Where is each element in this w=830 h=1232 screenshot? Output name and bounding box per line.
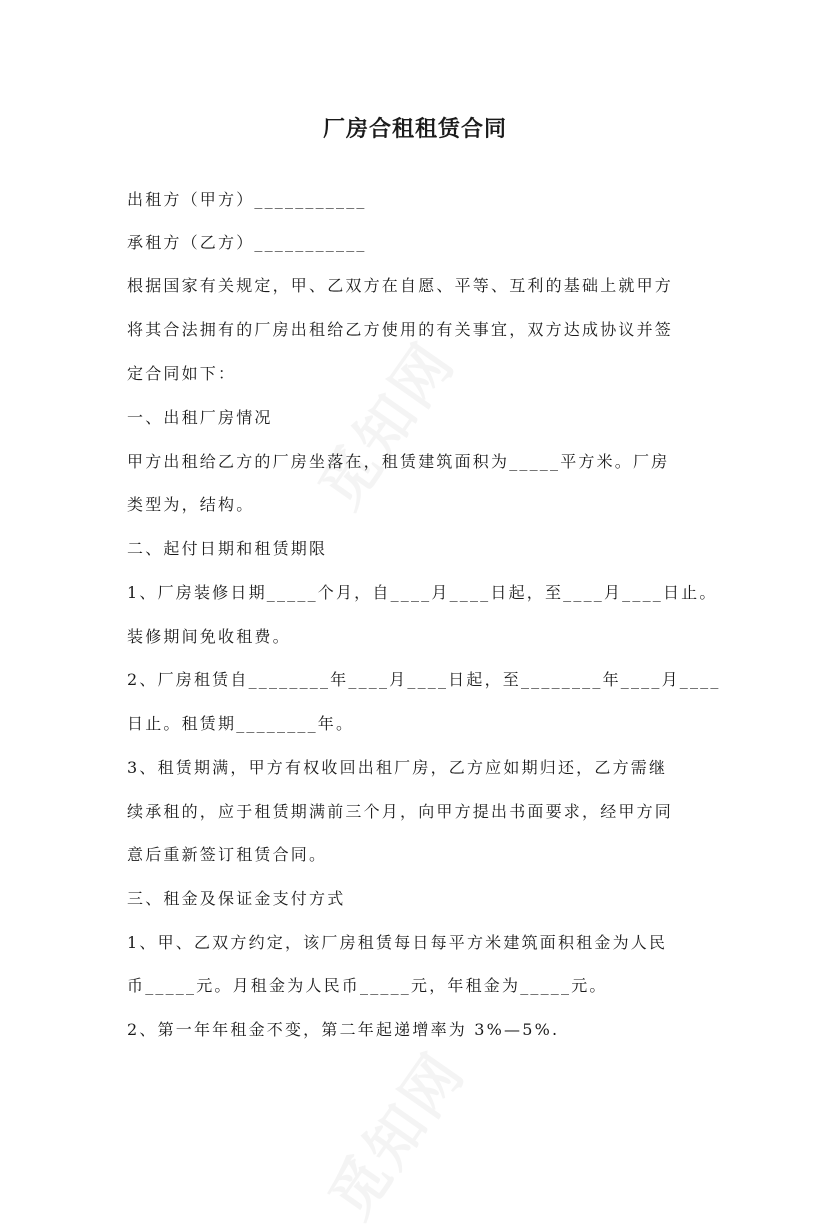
paragraph-line: 1、甲、乙双方约定，该厂房租赁每日每平方米建筑面积租金为人民 [127,933,668,952]
paragraph-line: 1、厂房装修日期_____个月，自____月____日起，至____月____日止。 [127,583,718,602]
document-title: 厂房合租租赁合同 [322,117,507,142]
paragraph-line: 定合同如下： [127,364,237,383]
paragraph-line: 2、厂房租赁自________年____月____日起，至________年____月____ [127,670,721,689]
paragraph-line: 3、租赁期满，甲方有权收回出租厂房，乙方应如期归还，乙方需继 [127,758,668,777]
paragraph-line: 2、第一年年租金不变，第二年起递增率为 3%—5%. [127,1020,560,1039]
paragraph-line: 类型为，结构。 [127,495,255,514]
paragraph-line: 意后重新签订租赁合同。 [127,845,328,864]
lessee-line: 承租方（乙方）___________ [127,233,367,252]
watermark-bottom [305,1032,481,1232]
paragraph-line: 日止。租赁期________年。 [127,714,355,733]
paragraph-line: 币_____元。月租金为人民币_____元，年租金为_____元。 [127,976,608,995]
section-heading: 一、出租厂房情况 [127,408,273,427]
paragraph-line: 装修期间免收租费。 [127,627,291,646]
paragraph-line: 根据国家有关规定，甲、乙双方在自愿、平等、互利的基础上就甲方 [127,276,674,295]
section-heading: 三、租金及保证金支付方式 [127,889,346,908]
paragraph-line: 将其合法拥有的厂房出租给乙方使用的有关事宜，双方达成协议并签 [127,320,674,339]
paragraph-line: 续承租的，应于租赁期满前三个月，向甲方提出书面要求，经甲方同 [127,802,674,821]
paragraph-line: 甲方出租给乙方的厂房坐落在，租赁建筑面积为_____平方米。厂房 [127,452,670,471]
section-heading: 二、起付日期和租赁期限 [127,539,328,558]
lessor-line: 出租方（甲方）___________ [127,190,367,209]
